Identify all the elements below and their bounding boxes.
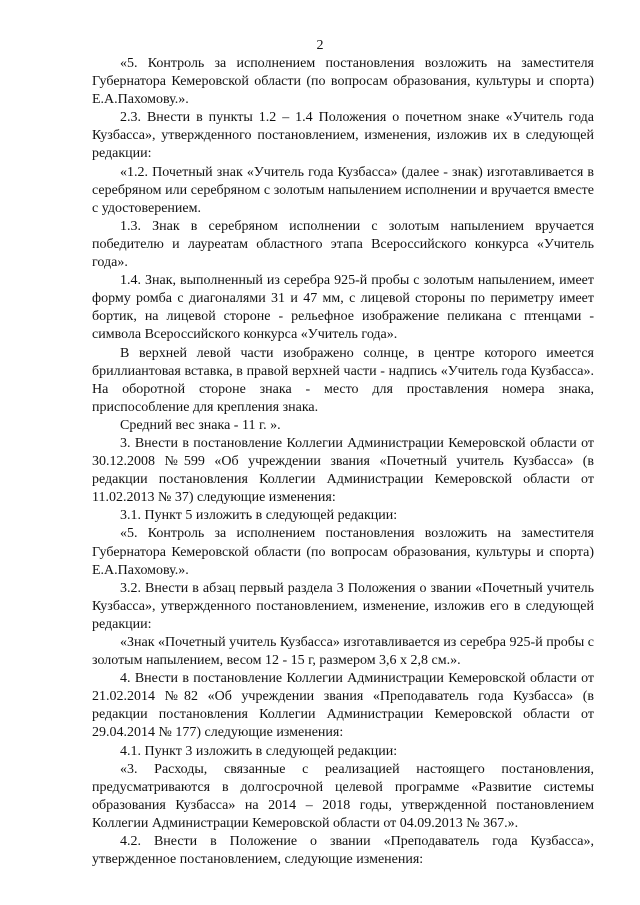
paragraph-5-control-repeat: «5. Контроль за исполнением постановления возложить на заместителя Губернатора Кемеровской области (по вопросам образования, культуры и спорта) Е.А.Пахомову.».: [92, 526, 594, 578]
paragraph-5-control: «5. Контроль за исполнением постановления возложить на заместителя Губернатора Кемеровской области (по вопросам образования, культуры и спорта) Е.А.Пахомову.».: [92, 56, 594, 108]
paragraph-4: 4. Внести в постановление Коллегии Администрации Кемеровской области от 21.02.2014 №82 «Об учреждении звания «Преподаватель года Кузбасса» (в редакции постановления Коллегии Администрации Кемеровской области от 29.04.2014 № 177) следующие изменения:: [92, 671, 594, 741]
paragraph-4-1: 4.1. Пункт 3 изложить в следующей редакции:: [120, 743, 398, 759]
paragraph-average-weight: Средний вес знака - 11 г. ».: [120, 417, 281, 433]
paragraph-1-3: 1.3. Знак в серебряном исполнении с золотым напылением вручается победителю и лауреатам областного этапа Всероссийского конкурса «Учитель года».: [92, 218, 594, 271]
paragraph-3: 3. Внести в постановление Коллегии Администрации Кемеровской области от 30.12.2008 №599 «Об учреждении звания «Почетный учитель Кузбасса» (в редакции постановления Коллегии Администрации Кемеровской области от 11.02.2013 № 37) следующие изменения:: [92, 435, 594, 506]
paragraph-sun-description: В верхней левой части изображено солнце, в центре которого имеется бриллиантовая вставка, в правой верхней части - надпись «Учитель года Кузбасса». На оборотной стороне знака - место для проставления номера знака, приспособление для крепления знака.: [92, 345, 594, 415]
paragraph-3-2: 3.2. Внести в абзац первый раздела 3 Положения о звании «Почетный учитель Кузбасса», утвержденного постановлением, изменение, изложив его в следующей редакции:: [92, 580, 594, 632]
paragraph-4-2: 4.2. Внести в Положение о звании «Преподаватель года Кузбасса», утвержденное постановлением, следующие изменения:: [92, 834, 594, 868]
paragraph-3-expenses: «3. Расходы, связанные с реализацией настоящего постановления, предусматриваются в долгосрочной целевой программе «Развитие системы образования Кузбасса» на 2014 – 2018 годы, утвержденной постановлением Коллегии Администрации Кемеровской области от 04.09.2013 № 367.».: [92, 761, 594, 831]
paragraph-1-4: 1.4. Знак, выполненный из серебра 925-й пробы с золотым напылением, имеет форму ромба с диагоналями 31 и 47 мм, с лицевой стороны по периметру имеет бортик, на лицевой стороне - рельефное изображение пеликана с птенцами - символа Всероссийского конкурса «Учитель года».: [92, 273, 594, 343]
page-number: 2: [316, 38, 324, 53]
paragraph-badge-spec: «Знак «Почетный учитель Кузбасса» изготавливается из серебра 925-й пробы с золотым напылением, весом 12 - 15 г, размером 3,6 х 2,8 см.».: [92, 635, 594, 669]
paragraph-1-2: «1.2. Почетный знак «Учитель года Кузбасса» (далее - знак) изготавливается в серебряном или серебряном с золотым напылением исполнении и вручается вместе с удостоверением.: [92, 164, 594, 216]
paragraph-2-3: 2.3. Внести в пункты 1.2 – 1.4 Положения о почетном знаке «Учитель года Кузбасса», утвержденного постановлением, изменения, изложив их в следующей редакции:: [92, 110, 594, 162]
paragraph-3-1: 3.1. Пункт 5 изложить в следующей редакции:: [120, 508, 398, 524]
document-body: [92, 55, 594, 869]
